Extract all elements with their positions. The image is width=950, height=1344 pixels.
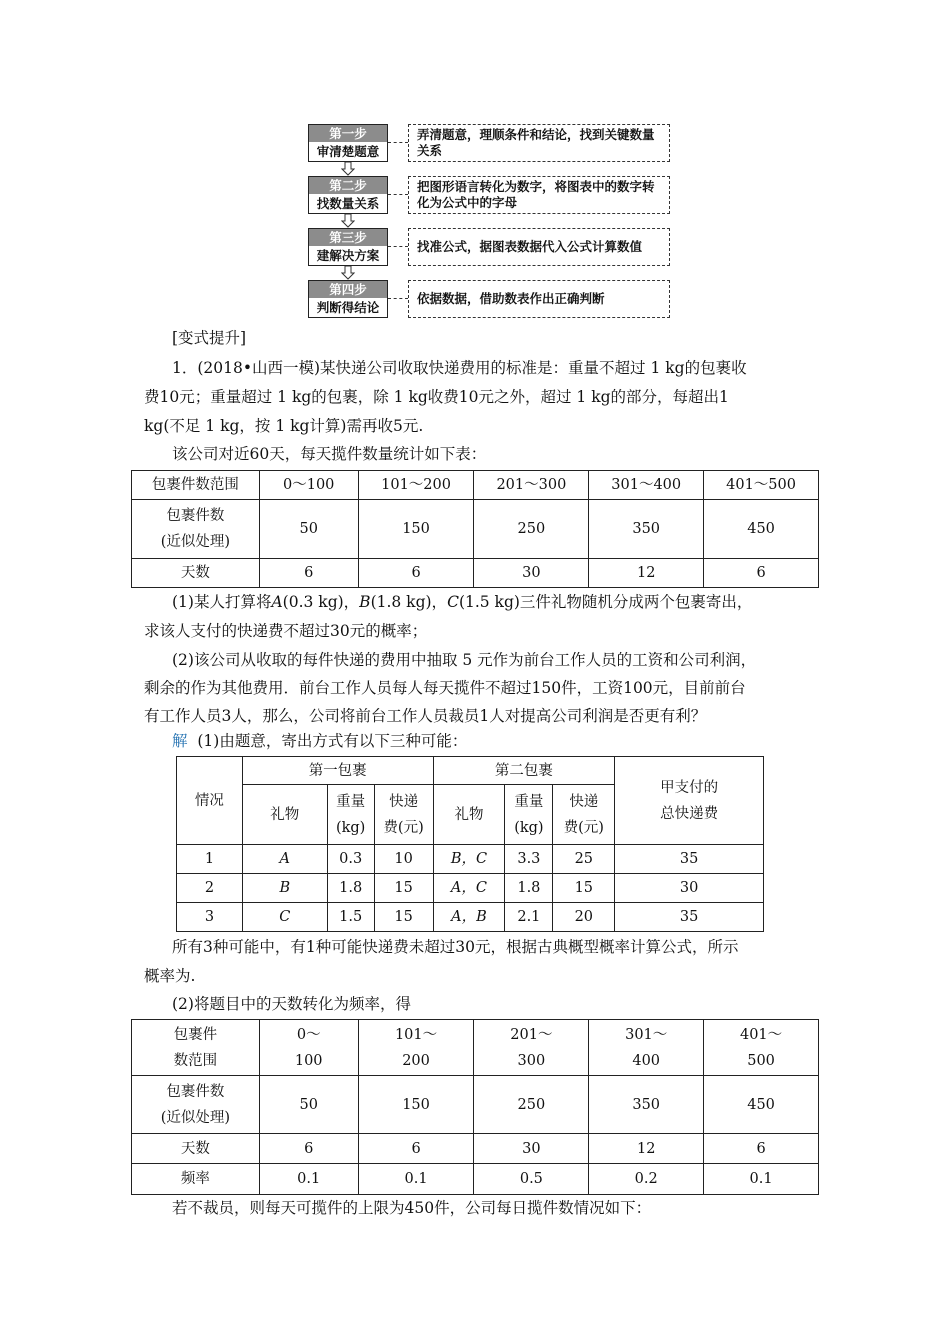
cell-line: 300 — [517, 1052, 546, 1069]
cell-line: 重量 — [336, 793, 366, 810]
table-cell: B — [242, 874, 327, 903]
table-cell: 3 — [177, 903, 243, 932]
table-cell — [474, 1020, 589, 1076]
table-cell: 301～400 — [589, 471, 704, 500]
table-cell: 150 — [358, 500, 474, 559]
table-cell — [374, 785, 433, 845]
table-cell: 6 — [704, 1134, 819, 1164]
table-cell: 25 — [553, 845, 615, 874]
table-row — [132, 1134, 819, 1164]
frequency-table — [131, 1019, 819, 1195]
cell-line: 400 — [632, 1052, 661, 1069]
table-cell: 0.1 — [259, 1164, 358, 1195]
solution-line — [172, 731, 848, 751]
conclusion-line: 概率为. — [144, 967, 196, 985]
cell-line: (近似处理) — [160, 1109, 231, 1126]
step-label: 第二步 — [309, 177, 387, 194]
cell-line: 费(元) — [563, 819, 604, 836]
table-cell: 0.5 — [474, 1164, 589, 1195]
step-description: 把图形语言转化为数字，将图表中的数字转化为公式中的字母 — [408, 176, 670, 214]
step-description: 弄清题意，理顺条件和结论，找到关键数量关系 — [408, 124, 670, 162]
table-cell: 450 — [704, 500, 819, 559]
cell-line: 数范围 — [173, 1052, 218, 1069]
step-name: 建解决方案 — [316, 248, 380, 263]
table-cell: 35 — [615, 903, 764, 932]
cell-line: (kg) — [514, 819, 544, 836]
table-cell: 12 — [589, 559, 704, 588]
question-1-line: 求该人支付的快递费不超过30元的概率； — [144, 622, 428, 640]
step-name: 判断得结论 — [316, 300, 380, 315]
table-cell: 150 — [358, 1076, 474, 1134]
table-cell — [358, 1020, 474, 1076]
table-cell: 6 — [358, 559, 474, 588]
table-cell: 401～500 — [704, 471, 819, 500]
table-cell: 礼物 — [242, 785, 327, 845]
flow-step-4 — [308, 280, 670, 332]
table-cell: 6 — [358, 1134, 474, 1164]
down-arrow-icon — [341, 266, 355, 280]
flow-step-2 — [308, 176, 670, 228]
table-cell: 250 — [474, 1076, 589, 1134]
table-cell: 12 — [589, 1134, 704, 1164]
table-cell: A，C — [433, 874, 505, 903]
table-cell: 50 — [259, 1076, 358, 1134]
text: (1.8 kg)， — [370, 593, 448, 611]
table-row — [177, 757, 764, 785]
table-cell — [505, 785, 553, 845]
question-2-line: 有工作人员3人，那么，公司将前台工作人员裁员1人对提高公司利润是否更有利？ — [144, 707, 707, 725]
table-cell: 0.3 — [327, 845, 374, 874]
table-cell: 天数 — [132, 1134, 260, 1164]
table-cell — [589, 1020, 704, 1076]
flow-step-1 — [308, 124, 670, 176]
table-cell: 15 — [374, 874, 433, 903]
problem-line: 1．(2018•山西一模)某快递公司收取快递费用的标准是：重量不超过 1 kg的包裹收 — [172, 359, 747, 377]
cell-line: 500 — [747, 1052, 775, 1069]
table-cell — [259, 1020, 358, 1076]
table-cell: 2.1 — [505, 903, 553, 932]
table-cell: 250 — [474, 500, 589, 559]
table-cell: 6 — [704, 559, 819, 588]
table-cell: C — [242, 903, 327, 932]
text: (1.5 kg)三件礼物随机分成两个包裹寄出， — [458, 593, 753, 611]
table-cell: 第一包裹 — [242, 757, 433, 785]
step-label: 第三步 — [309, 229, 387, 246]
down-arrow-icon — [341, 214, 355, 228]
cell-line: 101～ — [394, 1026, 438, 1043]
table-cell — [132, 500, 260, 559]
table-cell: 6 — [259, 1134, 358, 1164]
table-row — [132, 1020, 819, 1076]
table-cell: 1.8 — [327, 874, 374, 903]
cell-line: (近似处理) — [160, 534, 231, 550]
var: C — [447, 593, 459, 611]
table-cell: 35 — [615, 845, 764, 874]
table-cell: 1.5 — [327, 903, 374, 932]
cell-line: 快递 — [389, 793, 419, 810]
table-cell: A，B — [433, 903, 505, 932]
table-cell — [704, 1020, 819, 1076]
cell-line: 重量 — [514, 793, 544, 810]
table-cell: 0.1 — [358, 1164, 474, 1195]
problem-line: kg(不足 1 kg，按 1 kg计算)需再收5元. — [144, 417, 424, 435]
table-cell: 101～200 — [358, 471, 474, 500]
table-cell: 3.3 — [505, 845, 553, 874]
cell-line: 301～ — [625, 1026, 668, 1043]
solution-steps-flowchart — [308, 124, 670, 332]
table-cell: 201～300 — [474, 471, 589, 500]
cell-line: 100 — [294, 1052, 323, 1069]
table-row — [132, 559, 819, 588]
table-cell: 1.8 — [505, 874, 553, 903]
section-title: [变式提升] — [172, 329, 247, 347]
step-description: 依据数据，借助数表作出正确判断 — [408, 280, 670, 318]
table-cell: 频率 — [132, 1164, 260, 1195]
step-connector — [388, 298, 408, 299]
table-cell: 30 — [474, 559, 589, 588]
problem-line: 费10元；重量超过 1 kg的包裹，除 1 kg收费10元之外，超过 1 kg的部分，每超出1 — [144, 388, 729, 406]
cell-line: 201～ — [510, 1026, 553, 1043]
question-2-line: (2)该公司从收取的每件快递的费用中抽取 5 元作为前台工作人员的工资和公司利润， — [172, 651, 757, 669]
table-row — [177, 874, 764, 903]
table-row — [132, 1076, 819, 1134]
table-cell: 礼物 — [433, 785, 505, 845]
table-row — [132, 1164, 819, 1195]
table-cell: 50 — [259, 500, 358, 559]
cell-line: 包裹件数 — [166, 1083, 225, 1100]
table-cell: B，C — [433, 845, 505, 874]
down-arrow-icon — [341, 162, 355, 176]
final-line: 若不裁员，则每天可揽件的上限为450件，公司每日揽件数情况如下： — [172, 1199, 652, 1217]
text: (0.3 kg)， — [282, 593, 360, 611]
var: B — [359, 593, 371, 611]
table-cell: 30 — [615, 874, 764, 903]
table-cell — [327, 785, 374, 845]
table-cell: 15 — [553, 874, 615, 903]
cell-line: 总快递费 — [660, 805, 719, 822]
table-row — [177, 903, 764, 932]
cell-line: 200 — [402, 1052, 430, 1069]
problem-line: 该公司对近60天，每天揽件数量统计如下表： — [172, 445, 487, 463]
step-label: 第四步 — [309, 281, 387, 298]
table-cell: 30 — [474, 1134, 589, 1164]
table-cell: 第二包裹 — [433, 757, 615, 785]
cell-line: 包裹件 — [173, 1026, 218, 1043]
table-cell: 6 — [259, 559, 358, 588]
part2-line: (2)将题目中的天数转化为频率，得 — [172, 995, 411, 1013]
table-cell: 1 — [177, 845, 243, 874]
shipping-cases-table — [176, 756, 764, 932]
question-2-line: 剩余的作为其他费用．前台工作人员每人每天揽件不超过150件，工资100元，目前前台 — [144, 679, 746, 697]
table-row — [177, 845, 764, 874]
text: (1)由题意，寄出方式有以下三种可能： — [197, 732, 468, 750]
cell-line: 费(元) — [383, 819, 424, 836]
conclusion-line: 所有3种可能中，有1种可能快递费未超过30元，根据古典概型概率计算公式，所示 — [172, 938, 739, 956]
step-connector — [388, 194, 408, 195]
table-cell: 20 — [553, 903, 615, 932]
table-cell: 350 — [589, 500, 704, 559]
table-cell — [132, 1076, 260, 1134]
table-cell: 情况 — [177, 757, 243, 845]
step-connector — [388, 246, 408, 247]
solution-label: 解 — [172, 732, 188, 750]
table-cell: 0～100 — [259, 471, 358, 500]
step-name: 找数量关系 — [316, 196, 380, 211]
cell-line: 0～ — [296, 1026, 321, 1043]
step-label: 第一步 — [309, 125, 387, 142]
cell-line: 甲支付的 — [660, 779, 719, 796]
table-cell: 10 — [374, 845, 433, 874]
table-cell — [553, 785, 615, 845]
table-row — [132, 471, 819, 500]
var: A — [271, 593, 283, 611]
table-cell: 15 — [374, 903, 433, 932]
step-connector — [388, 142, 408, 143]
cell-line: 快递 — [569, 793, 599, 810]
table-cell: 0.1 — [704, 1164, 819, 1195]
cell-line: (kg) — [335, 819, 366, 836]
step-description: 找准公式，据图表数据代入公式计算数值 — [408, 228, 670, 266]
table-cell: 450 — [704, 1076, 819, 1134]
cell-line: 包裹件数 — [166, 508, 225, 524]
table-cell — [615, 757, 764, 845]
table-cell — [132, 1020, 260, 1076]
cell-line: 401～ — [739, 1026, 783, 1043]
text: (1)某人打算将 — [172, 593, 272, 611]
question-1 — [172, 592, 848, 612]
flow-step-3 — [308, 228, 670, 280]
table-cell: 350 — [589, 1076, 704, 1134]
step-name: 审清楚题意 — [316, 144, 380, 159]
table-cell: 2 — [177, 874, 243, 903]
parcel-stats-table — [131, 470, 819, 588]
table-cell: 0.2 — [589, 1164, 704, 1195]
table-cell: 天数 — [132, 559, 260, 588]
table-cell: A — [242, 845, 327, 874]
table-row — [132, 500, 819, 559]
table-cell: 包裹件数范围 — [132, 471, 260, 500]
